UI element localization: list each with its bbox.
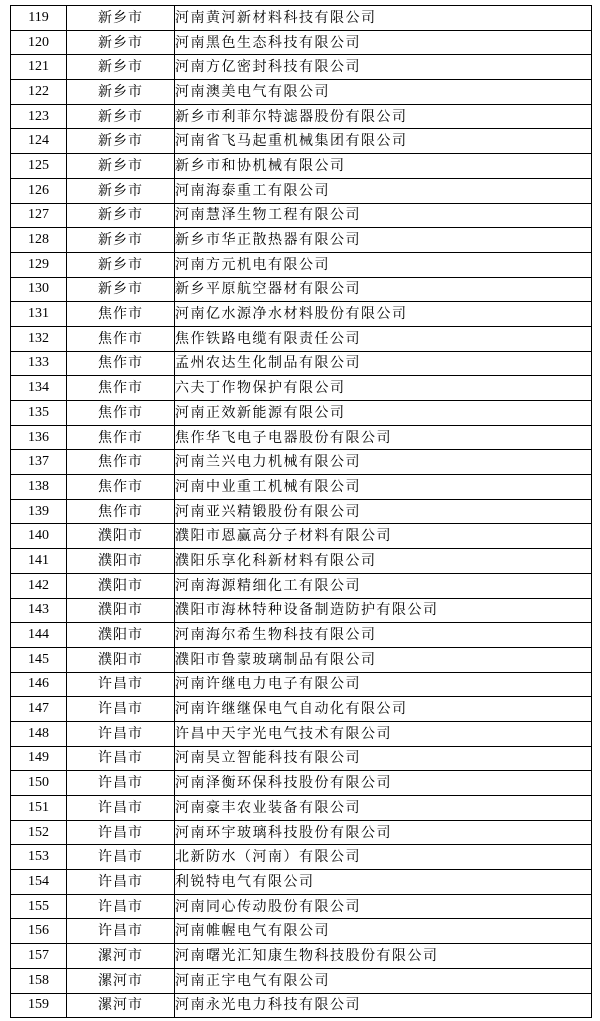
row-number: 127 bbox=[11, 203, 67, 228]
city-cell: 焦作市 bbox=[67, 450, 175, 475]
company-name-cell: 新乡市华正散热器有限公司 bbox=[175, 228, 592, 253]
row-number: 149 bbox=[11, 746, 67, 771]
city-cell: 许昌市 bbox=[67, 870, 175, 895]
row-number: 144 bbox=[11, 623, 67, 648]
company-name-cell: 新乡平原航空器材有限公司 bbox=[175, 277, 592, 302]
city-cell: 焦作市 bbox=[67, 475, 175, 500]
city-cell: 新乡市 bbox=[67, 80, 175, 105]
table-row bbox=[11, 203, 592, 228]
city-cell: 许昌市 bbox=[67, 672, 175, 697]
company-name-cell: 河南黑色生态科技有限公司 bbox=[175, 30, 592, 55]
company-name-cell: 河南亚兴精锻股份有限公司 bbox=[175, 499, 592, 524]
table-row bbox=[11, 672, 592, 697]
table-row bbox=[11, 55, 592, 80]
city-cell: 新乡市 bbox=[67, 178, 175, 203]
city-cell: 漯河市 bbox=[67, 993, 175, 1018]
row-number: 136 bbox=[11, 425, 67, 450]
company-name-cell: 新乡市利菲尔特滤器股份有限公司 bbox=[175, 104, 592, 129]
company-name-cell: 河南正效新能源有限公司 bbox=[175, 401, 592, 426]
company-name-cell: 北新防水（河南）有限公司 bbox=[175, 845, 592, 870]
company-name-cell: 利锐特电气有限公司 bbox=[175, 870, 592, 895]
table-row bbox=[11, 944, 592, 969]
table-row bbox=[11, 129, 592, 154]
table-row bbox=[11, 376, 592, 401]
table-row bbox=[11, 721, 592, 746]
city-cell: 许昌市 bbox=[67, 721, 175, 746]
table-row bbox=[11, 30, 592, 55]
table-row bbox=[11, 401, 592, 426]
table-row bbox=[11, 475, 592, 500]
city-cell: 许昌市 bbox=[67, 820, 175, 845]
row-number: 135 bbox=[11, 401, 67, 426]
company-name-cell: 焦作华飞电子电器股份有限公司 bbox=[175, 425, 592, 450]
city-cell: 许昌市 bbox=[67, 894, 175, 919]
city-cell: 许昌市 bbox=[67, 697, 175, 722]
table-row bbox=[11, 228, 592, 253]
city-cell: 焦作市 bbox=[67, 376, 175, 401]
company-list-table bbox=[10, 5, 592, 1018]
row-number: 132 bbox=[11, 326, 67, 351]
city-cell: 焦作市 bbox=[67, 302, 175, 327]
city-cell: 许昌市 bbox=[67, 845, 175, 870]
company-name-cell: 新乡市和协机械有限公司 bbox=[175, 154, 592, 179]
table-row bbox=[11, 796, 592, 821]
city-cell: 新乡市 bbox=[67, 104, 175, 129]
table-row bbox=[11, 820, 592, 845]
table-row bbox=[11, 6, 592, 31]
table-row bbox=[11, 524, 592, 549]
city-cell: 濮阳市 bbox=[67, 598, 175, 623]
row-number: 126 bbox=[11, 178, 67, 203]
city-cell: 新乡市 bbox=[67, 55, 175, 80]
row-number: 138 bbox=[11, 475, 67, 500]
row-number: 128 bbox=[11, 228, 67, 253]
company-name-cell: 河南同心传动股份有限公司 bbox=[175, 894, 592, 919]
table-row bbox=[11, 178, 592, 203]
row-number: 152 bbox=[11, 820, 67, 845]
company-name-cell: 濮阳市海林特种设备制造防护有限公司 bbox=[175, 598, 592, 623]
company-name-cell: 河南兰兴电力机械有限公司 bbox=[175, 450, 592, 475]
company-name-cell: 河南帷幄电气有限公司 bbox=[175, 919, 592, 944]
table-row bbox=[11, 573, 592, 598]
row-number: 157 bbox=[11, 944, 67, 969]
company-name-cell: 河南海泰重工有限公司 bbox=[175, 178, 592, 203]
city-cell: 许昌市 bbox=[67, 796, 175, 821]
city-cell: 濮阳市 bbox=[67, 549, 175, 574]
city-cell: 漯河市 bbox=[67, 968, 175, 993]
row-number: 125 bbox=[11, 154, 67, 179]
city-cell: 新乡市 bbox=[67, 6, 175, 31]
table-row bbox=[11, 351, 592, 376]
row-number: 122 bbox=[11, 80, 67, 105]
city-cell: 许昌市 bbox=[67, 746, 175, 771]
company-name-cell: 濮阳市鲁蒙玻璃制品有限公司 bbox=[175, 647, 592, 672]
table-row bbox=[11, 647, 592, 672]
company-name-cell: 河南中业重工机械有限公司 bbox=[175, 475, 592, 500]
row-number: 159 bbox=[11, 993, 67, 1018]
company-name-cell: 河南正宇电气有限公司 bbox=[175, 968, 592, 993]
table-row bbox=[11, 746, 592, 771]
table-row bbox=[11, 80, 592, 105]
row-number: 146 bbox=[11, 672, 67, 697]
row-number: 155 bbox=[11, 894, 67, 919]
row-number: 151 bbox=[11, 796, 67, 821]
city-cell: 濮阳市 bbox=[67, 573, 175, 598]
city-cell: 许昌市 bbox=[67, 919, 175, 944]
company-name-cell: 河南昊立智能科技有限公司 bbox=[175, 746, 592, 771]
row-number: 130 bbox=[11, 277, 67, 302]
company-name-cell: 河南许继继保电气自动化有限公司 bbox=[175, 697, 592, 722]
city-cell: 漯河市 bbox=[67, 944, 175, 969]
table-row bbox=[11, 623, 592, 648]
row-number: 133 bbox=[11, 351, 67, 376]
city-cell: 新乡市 bbox=[67, 154, 175, 179]
table-row bbox=[11, 697, 592, 722]
row-number: 129 bbox=[11, 252, 67, 277]
city-cell: 新乡市 bbox=[67, 228, 175, 253]
company-name-cell: 河南省飞马起重机械集团有限公司 bbox=[175, 129, 592, 154]
city-cell: 焦作市 bbox=[67, 351, 175, 376]
table-row bbox=[11, 450, 592, 475]
table-row bbox=[11, 277, 592, 302]
city-cell: 濮阳市 bbox=[67, 524, 175, 549]
city-cell: 新乡市 bbox=[67, 252, 175, 277]
company-name-cell: 河南海源精细化工有限公司 bbox=[175, 573, 592, 598]
city-cell: 新乡市 bbox=[67, 30, 175, 55]
row-number: 156 bbox=[11, 919, 67, 944]
company-name-cell: 河南黄河新材料科技有限公司 bbox=[175, 6, 592, 31]
company-name-cell: 河南亿水源净水材料股份有限公司 bbox=[175, 302, 592, 327]
table-row bbox=[11, 598, 592, 623]
table-row bbox=[11, 919, 592, 944]
row-number: 148 bbox=[11, 721, 67, 746]
city-cell: 焦作市 bbox=[67, 326, 175, 351]
table-row bbox=[11, 549, 592, 574]
city-cell: 濮阳市 bbox=[67, 647, 175, 672]
company-name-cell: 河南豪丰农业装备有限公司 bbox=[175, 796, 592, 821]
company-name-cell: 河南许继电力电子有限公司 bbox=[175, 672, 592, 697]
row-number: 123 bbox=[11, 104, 67, 129]
row-number: 131 bbox=[11, 302, 67, 327]
row-number: 142 bbox=[11, 573, 67, 598]
company-name-cell: 河南澳美电气有限公司 bbox=[175, 80, 592, 105]
table-row bbox=[11, 968, 592, 993]
table-row bbox=[11, 154, 592, 179]
table-row bbox=[11, 499, 592, 524]
city-cell: 濮阳市 bbox=[67, 623, 175, 648]
table-body bbox=[11, 6, 592, 1018]
row-number: 137 bbox=[11, 450, 67, 475]
company-name-cell: 孟州农达生化制品有限公司 bbox=[175, 351, 592, 376]
row-number: 150 bbox=[11, 771, 67, 796]
row-number: 153 bbox=[11, 845, 67, 870]
company-name-cell: 河南方亿密封科技有限公司 bbox=[175, 55, 592, 80]
company-name-cell: 河南海尔希生物科技有限公司 bbox=[175, 623, 592, 648]
table-row bbox=[11, 302, 592, 327]
table-row bbox=[11, 252, 592, 277]
table-row bbox=[11, 104, 592, 129]
row-number: 124 bbox=[11, 129, 67, 154]
row-number: 121 bbox=[11, 55, 67, 80]
company-name-cell: 河南泽衡环保科技股份有限公司 bbox=[175, 771, 592, 796]
row-number: 158 bbox=[11, 968, 67, 993]
company-name-cell: 河南方元机电有限公司 bbox=[175, 252, 592, 277]
table-row bbox=[11, 894, 592, 919]
company-name-cell: 濮阳市恩赢高分子材料有限公司 bbox=[175, 524, 592, 549]
row-number: 143 bbox=[11, 598, 67, 623]
table-row bbox=[11, 425, 592, 450]
company-name-cell: 许昌中天宇光电气技术有限公司 bbox=[175, 721, 592, 746]
row-number: 120 bbox=[11, 30, 67, 55]
company-name-cell: 濮阳乐享化科新材料有限公司 bbox=[175, 549, 592, 574]
company-name-cell: 河南永光电力科技有限公司 bbox=[175, 993, 592, 1018]
city-cell: 新乡市 bbox=[67, 277, 175, 302]
company-name-cell: 六夫丁作物保护有限公司 bbox=[175, 376, 592, 401]
city-cell: 焦作市 bbox=[67, 499, 175, 524]
row-number: 147 bbox=[11, 697, 67, 722]
city-cell: 新乡市 bbox=[67, 203, 175, 228]
company-name-cell: 焦作铁路电缆有限责任公司 bbox=[175, 326, 592, 351]
row-number: 154 bbox=[11, 870, 67, 895]
company-name-cell: 河南慧泽生物工程有限公司 bbox=[175, 203, 592, 228]
table-row bbox=[11, 326, 592, 351]
company-name-cell: 河南环宇玻璃科技股份有限公司 bbox=[175, 820, 592, 845]
city-cell: 焦作市 bbox=[67, 401, 175, 426]
table-row bbox=[11, 993, 592, 1018]
row-number: 145 bbox=[11, 647, 67, 672]
row-number: 119 bbox=[11, 6, 67, 31]
row-number: 141 bbox=[11, 549, 67, 574]
table-row bbox=[11, 771, 592, 796]
table-row bbox=[11, 845, 592, 870]
city-cell: 新乡市 bbox=[67, 129, 175, 154]
row-number: 139 bbox=[11, 499, 67, 524]
table-row bbox=[11, 870, 592, 895]
city-cell: 许昌市 bbox=[67, 771, 175, 796]
company-name-cell: 河南曙光汇知康生物科技股份有限公司 bbox=[175, 944, 592, 969]
row-number: 134 bbox=[11, 376, 67, 401]
city-cell: 焦作市 bbox=[67, 425, 175, 450]
row-number: 140 bbox=[11, 524, 67, 549]
